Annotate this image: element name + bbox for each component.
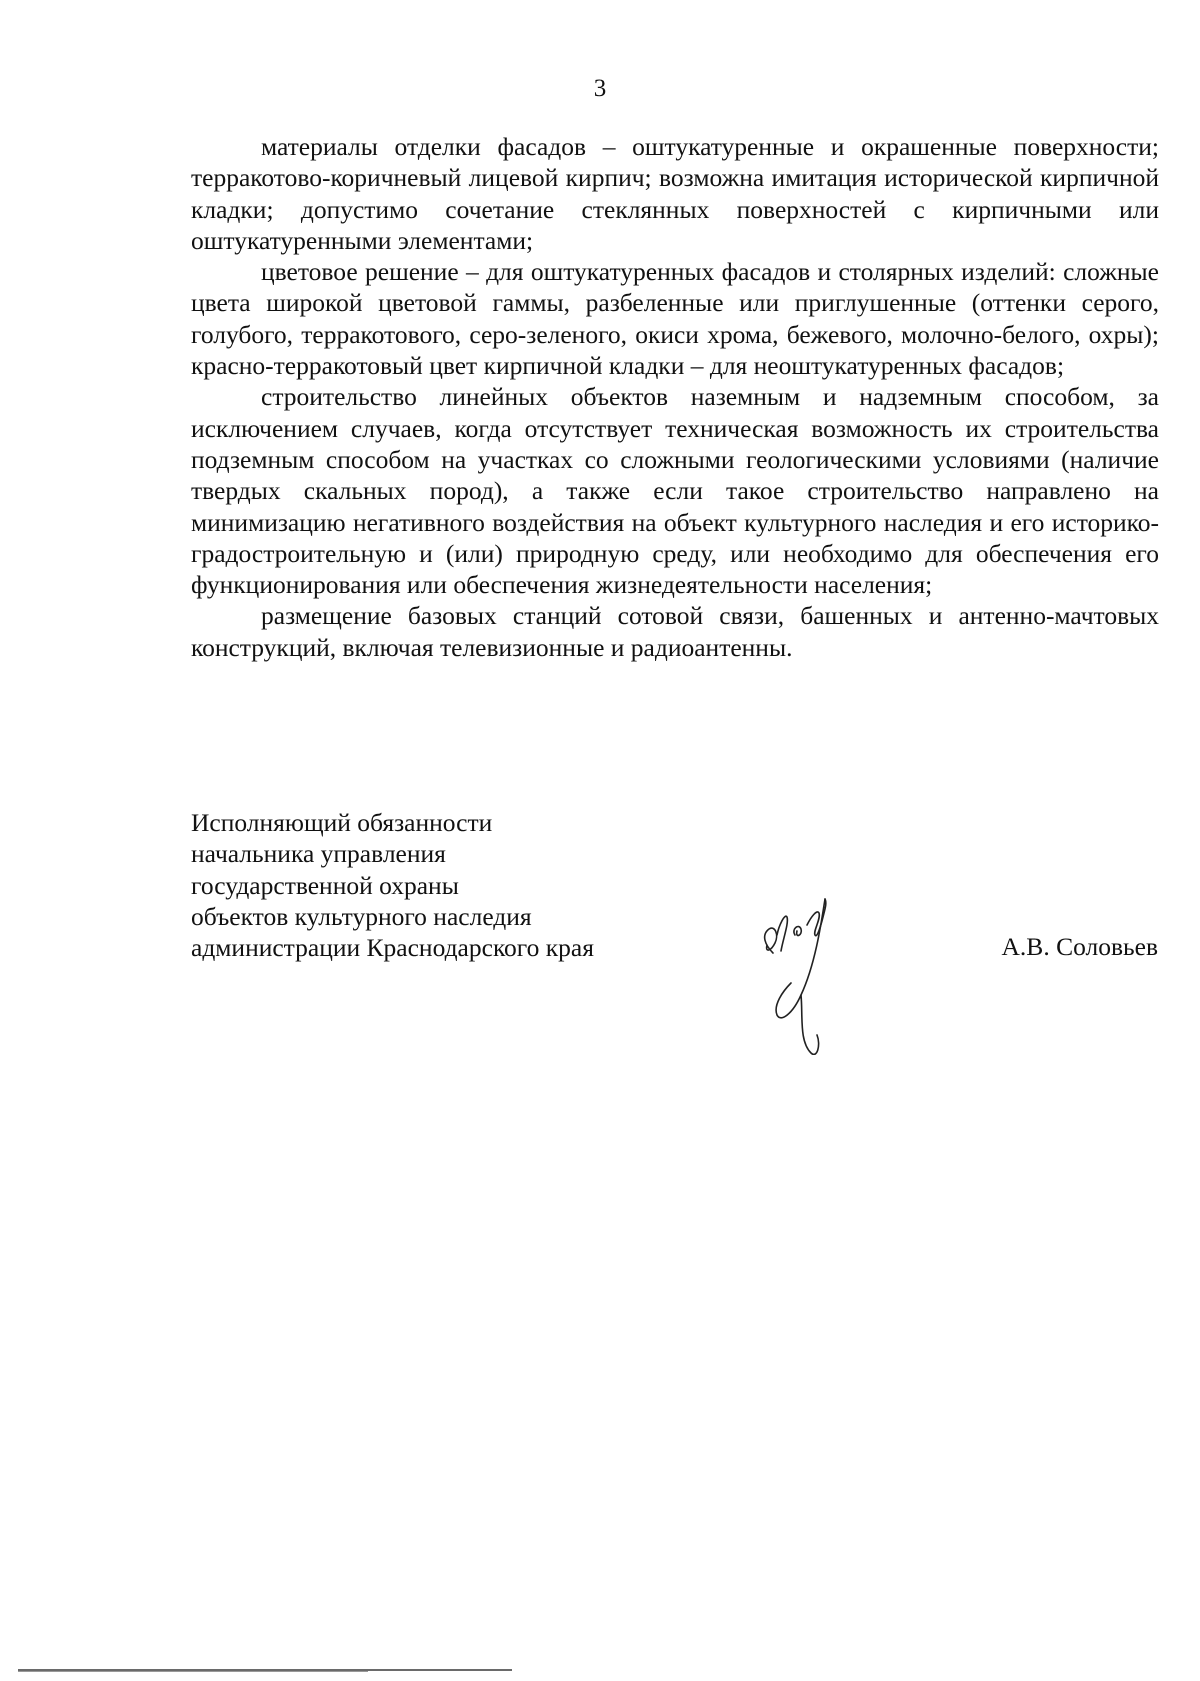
footer-divider-shadow	[18, 1671, 368, 1672]
position-line: администрации Краснодарского края	[191, 933, 594, 963]
handwritten-signature-icon	[755, 895, 855, 1055]
position-line: объектов культурного наследия	[191, 901, 532, 931]
document-body	[191, 131, 1159, 663]
page-number: 3	[593, 75, 607, 102]
signatory-position	[191, 807, 594, 963]
paragraph-color-scheme: цветовое решение – для оштукатуренных фасадов и столярных изделий: сложные цвета широкой цветовой гаммы, разбеленные или приглушенные (оттенки серого, голубого, терракотового, серо-зеленого, окиси хрома, бежевого, молочно-белого, охры); красно-терракотовый цвет кирпичной кладки – для неоштукатуренных фасадов;	[191, 257, 1159, 381]
paragraph-facade-materials: материалы отделки фасадов – оштукатуренные и окрашенные поверхности; терракотово-коричневый лицевой кирпич; возможна имитация исторической кирпичной кладки; допустимо сочетание стеклянных поверхностей с кирпичными или оштукатуренными элементами;	[191, 132, 1159, 255]
paragraph-base-stations: размещение базовых станций сотовой связи, башенных и антенно-мачтовых конструкций, включая телевизионные и радиоантенны.	[191, 601, 1159, 662]
signatory-name: А.В. Соловьев	[1001, 932, 1158, 961]
position-line: Исполняющий обязанности	[191, 808, 493, 837]
position-line: государственной охраны	[191, 870, 459, 900]
paragraph-linear-objects: строительство линейных объектов наземным и надземным способом, за исключением случаев, когда отсутствует техническая возможность их строительства подземным способом на участках со сложными геологическими условиями (наличие твердых скальных пород), а также если такое строительство направлено на минимизацию негативного воздействия на объект культурного наследия и его историко-градостроительную и (или) природную среду, или необходимо для обеспечения его функционирования или обеспечения жизнедеятельности населения;	[191, 382, 1159, 600]
position-line: начальника управления	[191, 839, 446, 869]
